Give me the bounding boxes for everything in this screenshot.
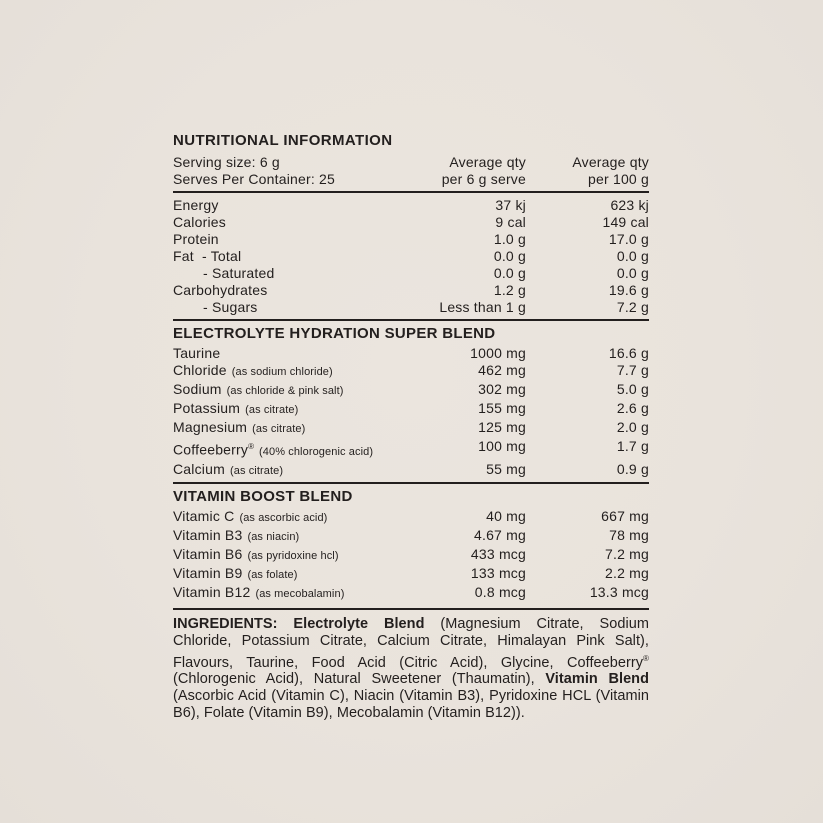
table-row <box>173 438 649 461</box>
vitamin-blend-rows <box>173 508 649 603</box>
nutrient-name: Fat - Total <box>173 248 242 264</box>
qty-per-100g-value: 19.6 g <box>608 282 649 298</box>
qty-per-100g-value: 0.0 g <box>616 248 649 264</box>
serving-size-text: Serving size: 6 g <box>173 154 280 170</box>
divider <box>173 482 649 484</box>
qty-per-serve-value: 9 cal <box>495 214 526 230</box>
table-row <box>173 508 649 527</box>
divider <box>173 608 649 610</box>
table-row <box>173 527 649 546</box>
nutrient-name: Calcium (as citrate) <box>173 460 284 477</box>
qty-per-serve-value: 0.8 mcg <box>474 583 526 600</box>
nutrition-label-panel <box>173 133 649 722</box>
nutrient-name: Vitamin B12 (as mecobalamin) <box>173 583 345 600</box>
ingredients-text-segment: (Ascorbic Acid (Vitamin C), Niacin (Vitamin B3), Pyridoxine HCL (Vitamin B6), Folate (Vitamin B9), Mecobalamin (Vitamin B12)). <box>173 688 649 722</box>
table-row <box>173 299 649 316</box>
nutrient-form-note: (as ascorbic acid) <box>239 511 328 524</box>
vitamin-blend-title: VITAMIN BOOST BLEND <box>173 487 353 505</box>
qty-per-serve-value: 155 mg <box>478 400 526 416</box>
table-row <box>173 214 649 231</box>
nutrition-table-header <box>173 154 649 188</box>
table-row <box>173 565 649 584</box>
qty-per-serve-value: 302 mg <box>478 381 526 397</box>
qty-per-serve-value: Less than 1 g <box>439 299 526 315</box>
qty-per-100g-value: 623 kj <box>610 197 649 213</box>
nutrient-form-note: (as citrate) <box>245 404 299 416</box>
ingredients-text-segment: Electrolyte Blend <box>293 615 425 632</box>
nutrient-form-note: (40% chlorogenic acid) <box>259 445 374 458</box>
qty-per-serve-value: 1000 mg <box>470 345 526 361</box>
qty-per-serve-value: 125 mg <box>478 419 526 435</box>
qty-per-serve-value: 55 mg <box>486 460 526 477</box>
qty-per-100g-value: 2.2 mg <box>605 564 649 581</box>
table-row <box>173 197 649 214</box>
qty-per-serve-value: 1.0 g <box>493 231 526 247</box>
qty-per-serve-value: 37 kj <box>495 197 526 213</box>
qty-per-100g-value: 0.0 g <box>616 265 649 281</box>
qty-per-100g-value: 149 cal <box>602 214 649 230</box>
column-header-per-100g <box>526 154 649 188</box>
nutrient-name: Vitamin B9 (as folate) <box>173 564 298 581</box>
qty-per-serve-value: 40 mg <box>486 507 526 524</box>
ingredients-text-segment: Vitamin Blend <box>545 671 649 688</box>
qty-per-100g-value: 667 mg <box>601 507 649 524</box>
registered-trademark-mark: ® <box>248 442 254 451</box>
ingredients-text-segment: (Magnesium Citrate, Sodium Chloride, Potassium Citrate, Calcium Citrate, Himalayan Pink Salt), Flavours, Taurine, Food Acid (Citric Acid), Glycine, Coffeeberry <box>173 615 649 671</box>
qty-per-100g-value: 13.3 mcg <box>589 583 649 600</box>
table-row <box>173 461 649 480</box>
qty-per-100g-value: 16.6 g <box>608 345 649 361</box>
table-row <box>173 265 649 282</box>
nutrition-rows <box>173 197 649 316</box>
qty-per-100g-value: 5.0 g <box>616 381 649 397</box>
qty-per-serve-value: 100 mg <box>478 438 526 454</box>
ingredients-text-segment: ® <box>643 653 649 663</box>
nutrient-name: Magnesium (as citrate) <box>173 419 306 435</box>
table-row <box>173 345 649 362</box>
table-row <box>173 400 649 419</box>
qty-per-serve-value: 0.0 g <box>493 248 526 264</box>
qty-per-100g-value: 17.0 g <box>608 231 649 247</box>
qty-per-100g-value: 2.0 g <box>616 419 649 435</box>
ingredients-text-segment: (Chlorogenic Acid), Natural Sweetener (Thaumatin), <box>173 671 546 688</box>
qty-per-100g-value: 0.9 g <box>616 460 649 477</box>
divider <box>173 319 649 321</box>
qty-per-serve-value: 0.0 g <box>493 265 526 281</box>
qty-per-100g-value: 2.6 g <box>616 400 649 416</box>
ingredients-paragraph <box>173 616 649 723</box>
column-header-per-serve <box>376 154 526 188</box>
divider <box>173 191 649 193</box>
qty-per-100g-value: 1.7 g <box>616 438 649 454</box>
qty-per-100g-value: 7.2 mg <box>605 545 649 562</box>
table-row <box>173 419 649 438</box>
ingredients-text-segment: INGREDIENTS: <box>173 615 294 632</box>
table-row <box>173 381 649 400</box>
nutrient-form-note: (as mecobalamin) <box>255 587 345 600</box>
nutrient-form-note: (as pyridoxine hcl) <box>247 549 339 562</box>
nutrient-name: Coffeeberry® (40% chlorogenic acid) <box>173 441 374 458</box>
nutrient-name: Taurine <box>173 345 221 361</box>
qty-per-serve-value: 133 mcg <box>470 564 526 581</box>
nutrient-form-note: (as citrate) <box>252 423 306 435</box>
qty-per-serve-value: 433 mcg <box>470 545 526 562</box>
table-row <box>173 231 649 248</box>
nutrient-form-note: (as sodium chloride) <box>231 366 333 378</box>
qty-per-serve-value: 4.67 mg <box>474 526 526 543</box>
electrolyte-blend-rows <box>173 345 649 480</box>
nutrient-name: Sodium (as chloride & pink salt) <box>173 381 344 397</box>
table-row <box>173 584 649 603</box>
column-header-per-100g-line2: per 100 g <box>588 171 649 187</box>
nutrient-form-note: (as folate) <box>247 568 298 581</box>
qty-per-100g-value: 78 mg <box>609 526 649 543</box>
nutrient-name: Calories <box>173 214 226 230</box>
serves-per-container-text: Serves Per Container: 25 <box>173 171 335 187</box>
nutrient-name: Protein <box>173 231 219 247</box>
column-header-per-serve-line1: Average qty <box>449 154 526 170</box>
column-header-per-100g-line1: Average qty <box>572 154 649 170</box>
nutrition-panel-title: NUTRITIONAL INFORMATION <box>173 132 393 149</box>
table-row <box>173 282 649 299</box>
nutrient-name: Chloride (as sodium chloride) <box>173 362 333 378</box>
nutrient-name: - Saturated <box>203 265 275 281</box>
table-row <box>173 362 649 381</box>
nutrient-name: Carbohydrates <box>173 282 268 298</box>
column-header-per-serve-line2: per 6 g serve <box>441 171 526 187</box>
nutrient-form-note: (as citrate) <box>229 464 284 477</box>
nutrient-name: - Sugars <box>203 299 258 315</box>
nutrient-name: Vitamin B6 (as pyridoxine hcl) <box>173 545 339 562</box>
qty-per-serve-value: 462 mg <box>478 362 526 378</box>
qty-per-100g-value: 7.2 g <box>616 299 649 315</box>
table-row <box>173 248 649 265</box>
nutrient-form-note: (as chloride & pink salt) <box>226 385 344 397</box>
nutrient-name: Vitamic C (as ascorbic acid) <box>173 507 328 524</box>
table-row <box>173 546 649 565</box>
nutrient-form-note: (as niacin) <box>247 530 300 543</box>
serving-info <box>173 154 376 188</box>
nutrient-name: Energy <box>173 197 219 213</box>
qty-per-serve-value: 1.2 g <box>493 282 526 298</box>
electrolyte-blend-title: ELECTROLYTE HYDRATION SUPER BLEND <box>173 325 496 342</box>
nutrient-name: Potassium (as citrate) <box>173 400 299 416</box>
qty-per-100g-value: 7.7 g <box>616 362 649 378</box>
nutrient-name: Vitamin B3 (as niacin) <box>173 526 300 543</box>
